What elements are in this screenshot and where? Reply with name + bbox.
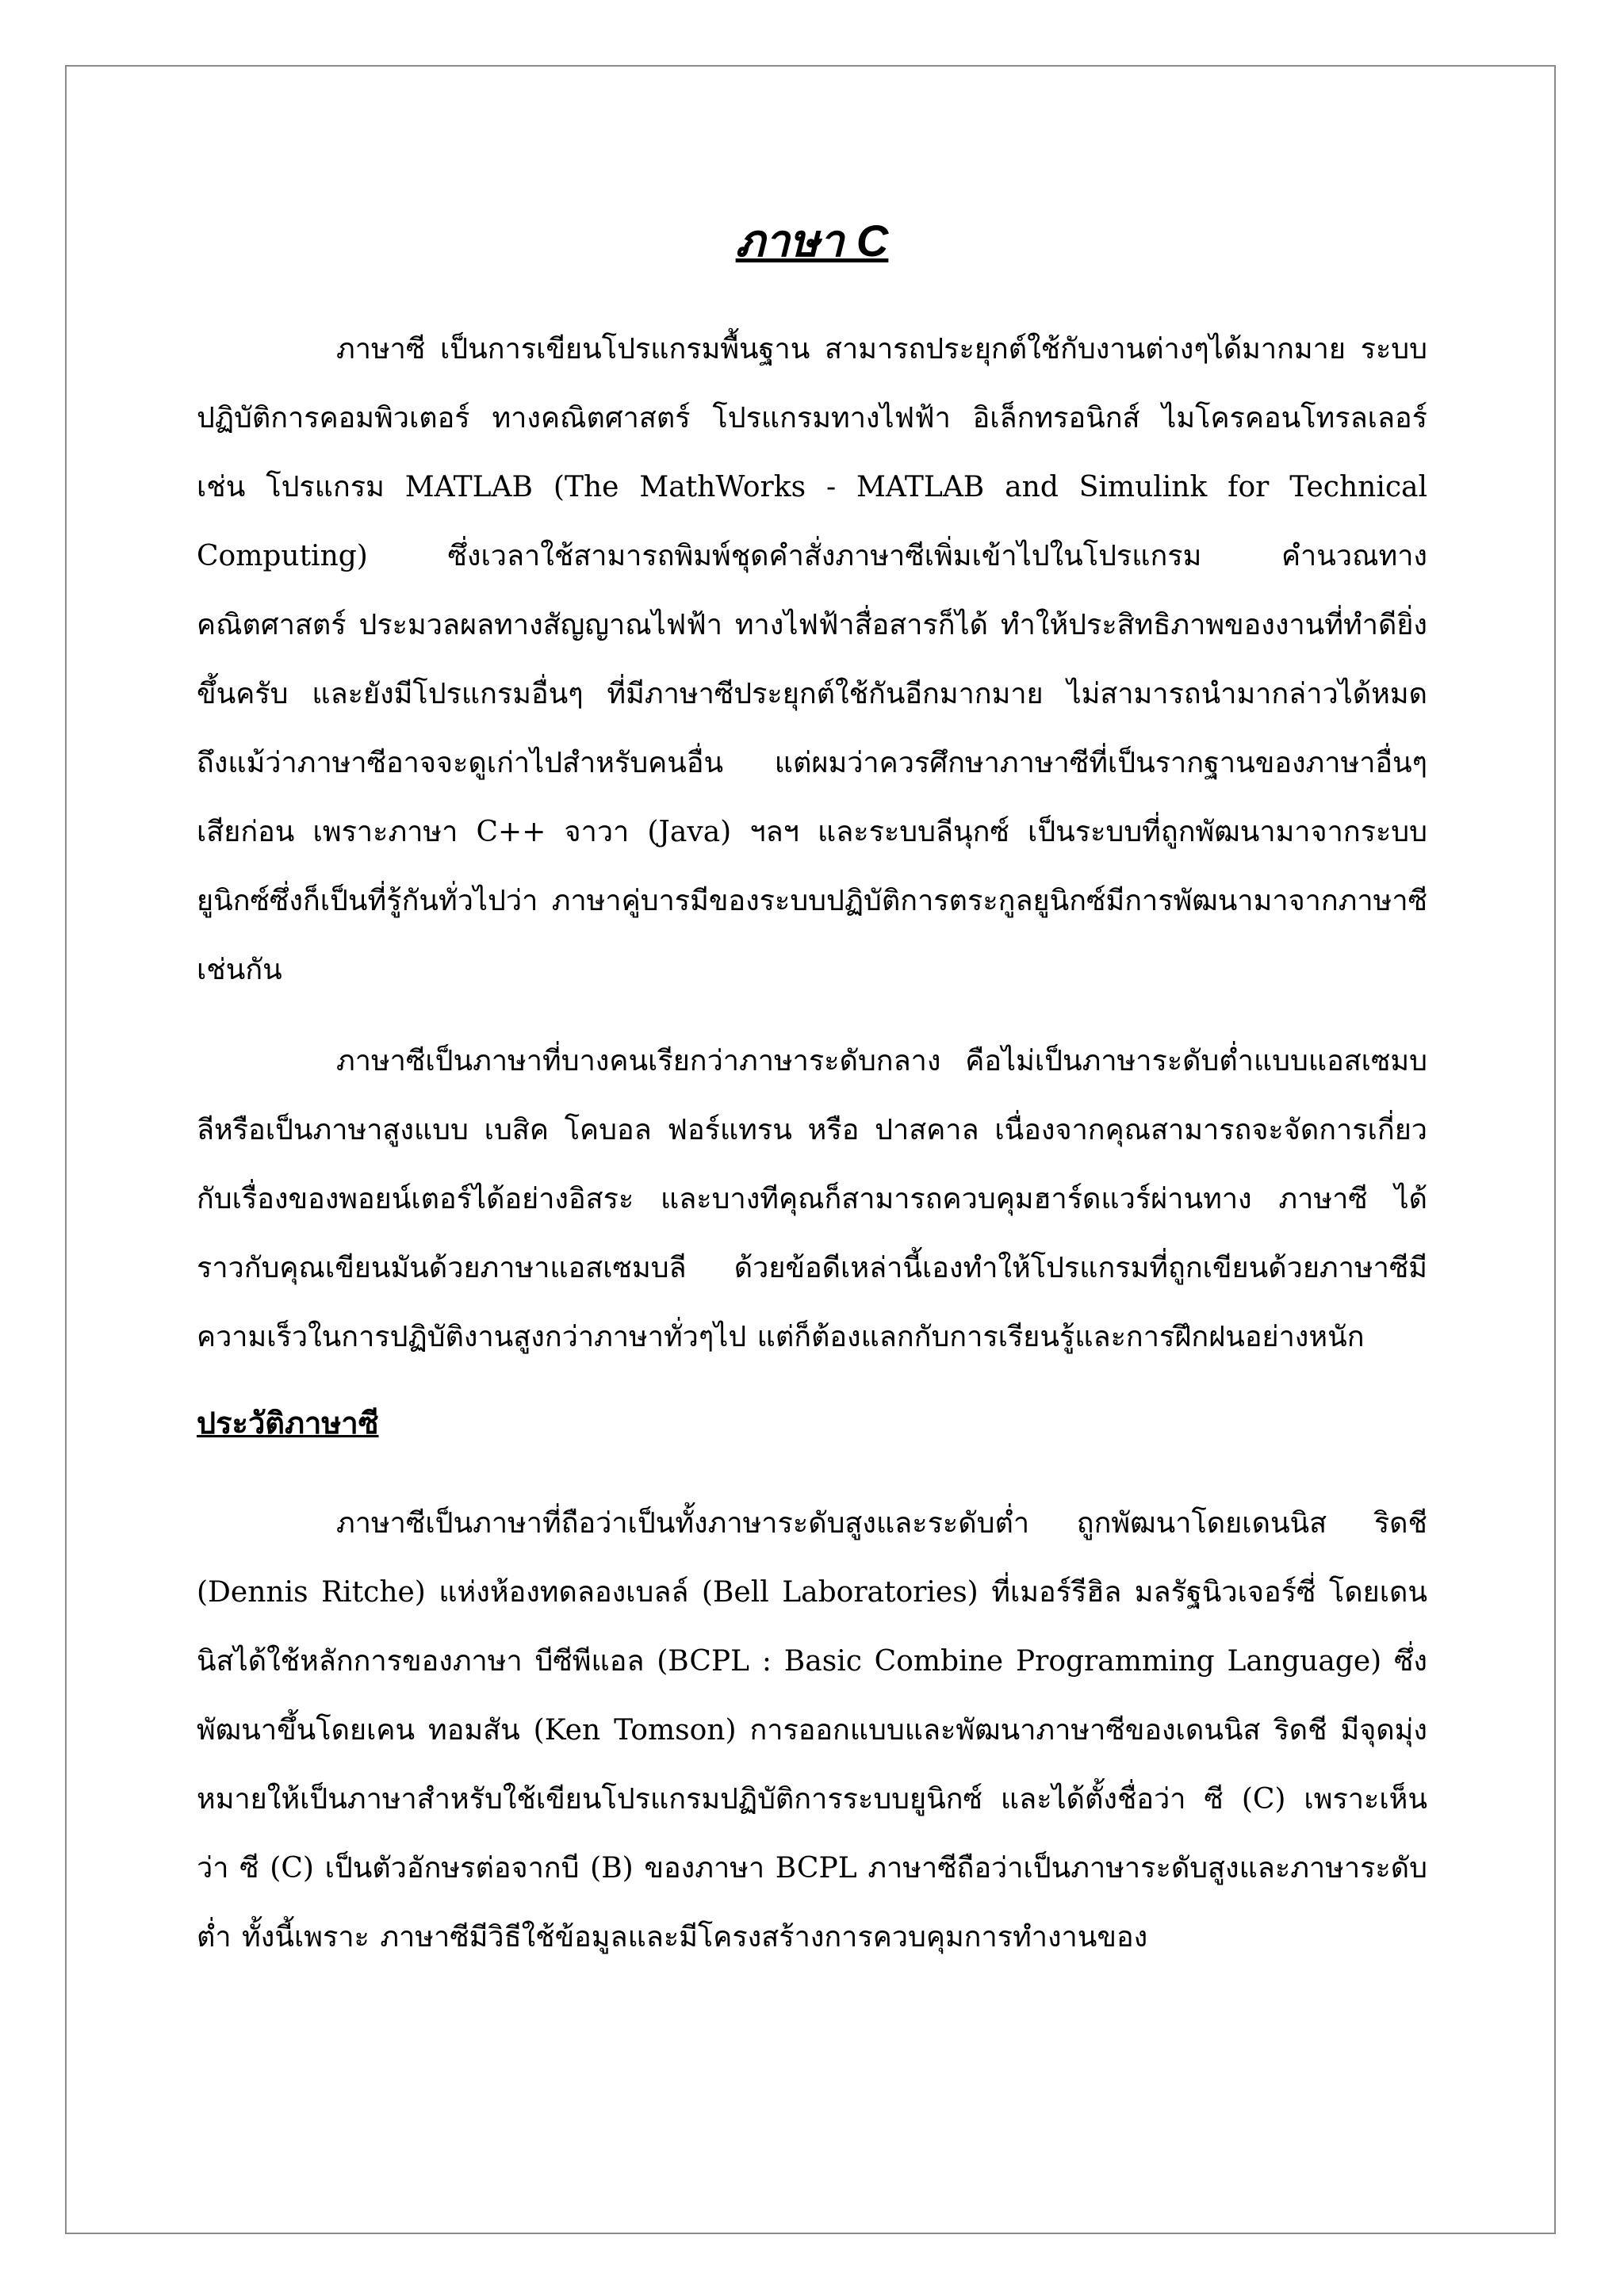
history-heading: ประวัติภาษาซี	[197, 1405, 379, 1441]
document-body	[197, 214, 1427, 1994]
document-title: ภาษา C	[735, 216, 889, 266]
intro-paragraph-1: ภาษาซี เป็นการเขียนโปรแกรมพื้นฐาน สามารถประยุกต์ใช้กับงานต่างๆได้มากมาย ระบบปฏิบัติการคอมพิวเตอร์ ทางคณิตศาสตร์ โปรแกรมทางไฟฟ้า อิเล็กทรอนิกส์ ไมโครคอนโทรลเลอร์ เช่น โปรแกรม MATLAB (The MathWorks - MATLAB and Simulink for Technical Computing) ซึ่งเวลาใช้สามารถพิมพ์ชุดคำสั่งภาษาซีเพิ่มเข้าไปในโปรแกรม คำนวณทางคณิตศาสตร์ ประมวลผลทางสัญญาณไฟฟ้า ทางไฟฟ้าสื่อสารก็ได้ ทำให้ประสิทธิภาพของงานที่ทำดียิ่งขึ้นครับ และยังมีโปรแกรมอื่นๆ ที่มีภาษาซีประยุกต์ใช้กันอีกมากมาย ไม่สามารถนำมากล่าวได้หมด ถึงแม้ว่าภาษาซีอาจจะดูเก่าไปสำหรับคนอื่น แต่ผมว่าควรศึกษาภาษาซีที่เป็นรากฐานของภาษาอื่นๆเสียก่อน เพราะภาษา C++ จาวา (Java) ฯลฯ และระบบลีนุกซ์ เป็นระบบที่ถูกพัฒนามาจากระบบยูนิกซ์ซึ่งก็เป็นที่รู้กันทั่วไปว่า ภาษาคู่บารมีของระบบปฏิบัติการตระกูลยูนิกซ์มีการพัฒนามาจากภาษาซีเช่นกัน	[197, 333, 1427, 987]
history-paragraph: ภาษาซีเป็นภาษาที่ถือว่าเป็นทั้งภาษาระดับสูงและระดับต่ำ ถูกพัฒนาโดยเดนนิส ริดชี (Dennis Ritche) แห่งห้องทดลองเบลล์ (Bell Laboratories) ที่เมอร์รีฮิล มลรัฐนิวเจอร์ซี่ โดยเดนนิสได้ใช้หลักการของภาษา บีซีพีแอล (BCPL : Basic Combine Programming Language) ซึ่งพัฒนาขึ้นโดยเคน ทอมสัน (Ken Tomson) การออกแบบและพัฒนาภาษาซีของเดนนิส ริดชี มีจุดมุ่งหมายให้เป็นภาษาสำหรับใช้เขียนโปรแกรมปฏิบัติการระบบยูนิกซ์ และได้ตั้งชื่อว่า ซี (C) เพราะเห็นว่า ซี (C) เป็นตัวอักษรต่อจากบี (B) ของภาษา BCPL ภาษาซีถือว่าเป็นภาษาระดับสูงและภาษาระดับต่ำ ทั้งนี้เพราะ ภาษาซีมีวิธีใช้ข้อมูลและมีโครงสร้างการควบคุมการทำงานของ	[197, 1506, 1427, 1954]
intro-paragraph-2: ภาษาซีเป็นภาษาที่บางคนเรียกว่าภาษาระดับกลาง คือไม่เป็นภาษาระดับต่ำแบบแอสเซมบลีหรือเป็นภาษาสูงแบบ เบสิค โคบอล ฟอร์แทรน หรือ ปาสคาล เนื่องจากคุณสามารถจะจัดการเกี่ยวกับเรื่องของพอยน์เตอร์ได้อย่างอิสระ และบางทีคุณก็สามารถควบคุมฮาร์ดแวร์ผ่านทาง ภาษาซี ได้ราวกับคุณเขียนมันด้วยภาษาแอสเซมบลี ด้วยข้อดีเหล่านี้เองทำให้โปรแกรมที่ถูกเขียนด้วยภาษาซีมีความเร็วในการปฏิบัติงานสูงกว่าภาษาทั่วๆไป แต่ก็ต้องแลกกับการเรียนรู้และการฝึกฝนอย่างหนัก	[197, 1045, 1427, 1354]
